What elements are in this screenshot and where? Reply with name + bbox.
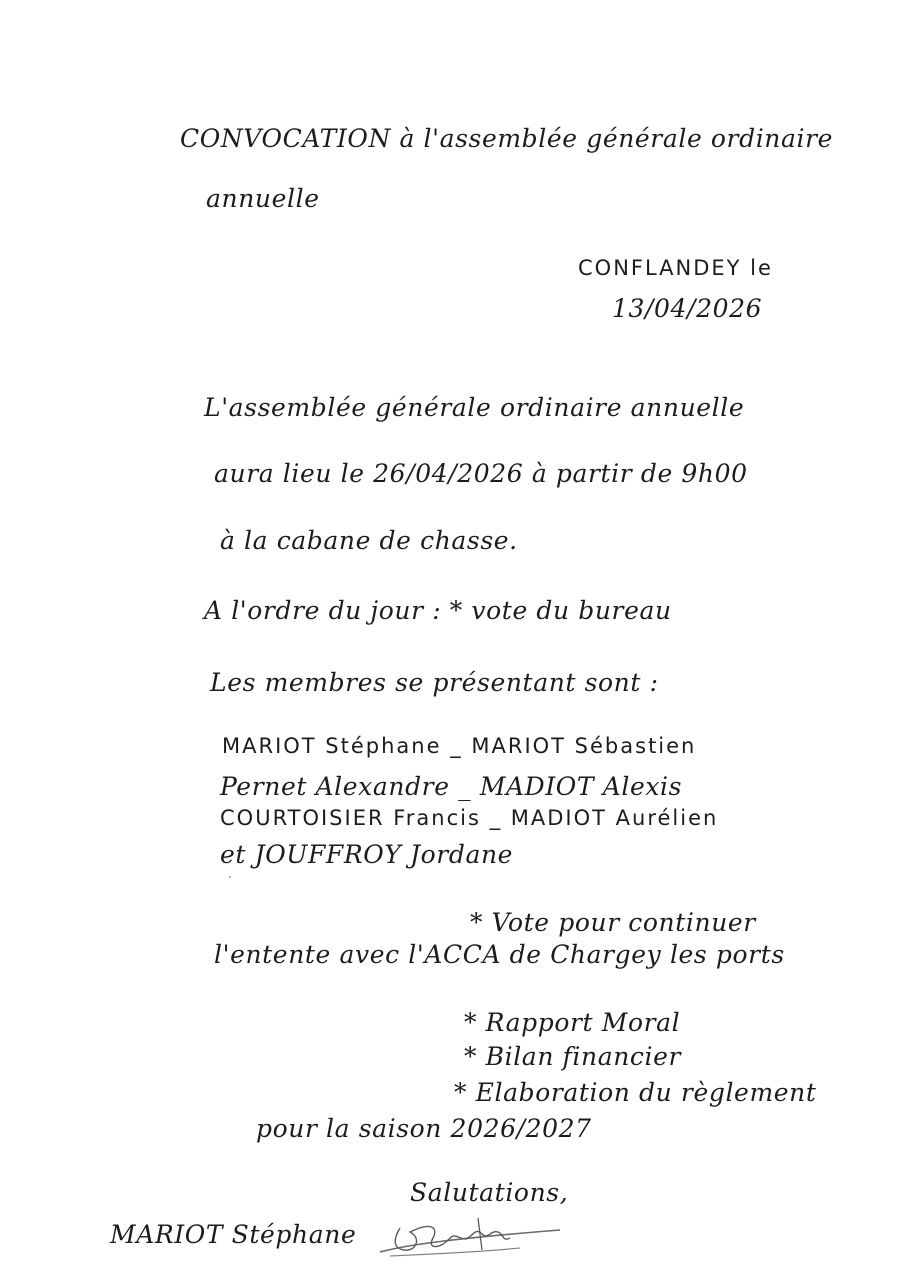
date: 13/04/2026 — [612, 294, 763, 323]
members-line-4: et JOUFFROY Jordane — [220, 840, 514, 869]
ink-dot — [229, 876, 231, 878]
paragraph-line-3: à la cabane de chasse. — [220, 526, 518, 555]
vote-line-2: l'entente avec l'ACCA de Chargey les ports — [214, 940, 785, 969]
vote-line-1: * Vote pour continuer — [470, 908, 756, 937]
paragraph-line-1: L'assemblée générale ordinaire annuelle — [204, 393, 745, 422]
place: CONFLANDEY le — [578, 256, 773, 280]
signer-name: MARIOT Stéphane — [110, 1220, 357, 1249]
title-line-2: annuelle — [206, 184, 320, 213]
agenda-line: A l'ordre du jour : * vote du bureau — [204, 596, 672, 625]
signature-scribble — [370, 1208, 570, 1264]
season-line: pour la saison 2026/2027 — [256, 1114, 592, 1143]
members-line-2: Pernet Alexandre _ MADIOT Alexis — [220, 772, 683, 801]
members-line-1: MARIOT Stéphane _ MARIOT Sébastien — [222, 734, 697, 758]
paragraph-line-2: aura lieu le 26/04/2026 à partir de 9h00 — [214, 459, 748, 488]
bullet-finance: * Bilan financier — [464, 1042, 682, 1071]
bullet-report: * Rapport Moral — [464, 1008, 681, 1037]
title-line-1: CONVOCATION à l'assemblée générale ordinaire — [180, 124, 834, 153]
salutation: Salutations, — [410, 1178, 569, 1207]
members-intro: Les membres se présentant sont : — [210, 668, 659, 697]
members-line-3: COURTOISIER Francis _ MADIOT Aurélien — [220, 806, 719, 830]
bullet-rules: * Elaboration du règlement — [454, 1078, 817, 1107]
